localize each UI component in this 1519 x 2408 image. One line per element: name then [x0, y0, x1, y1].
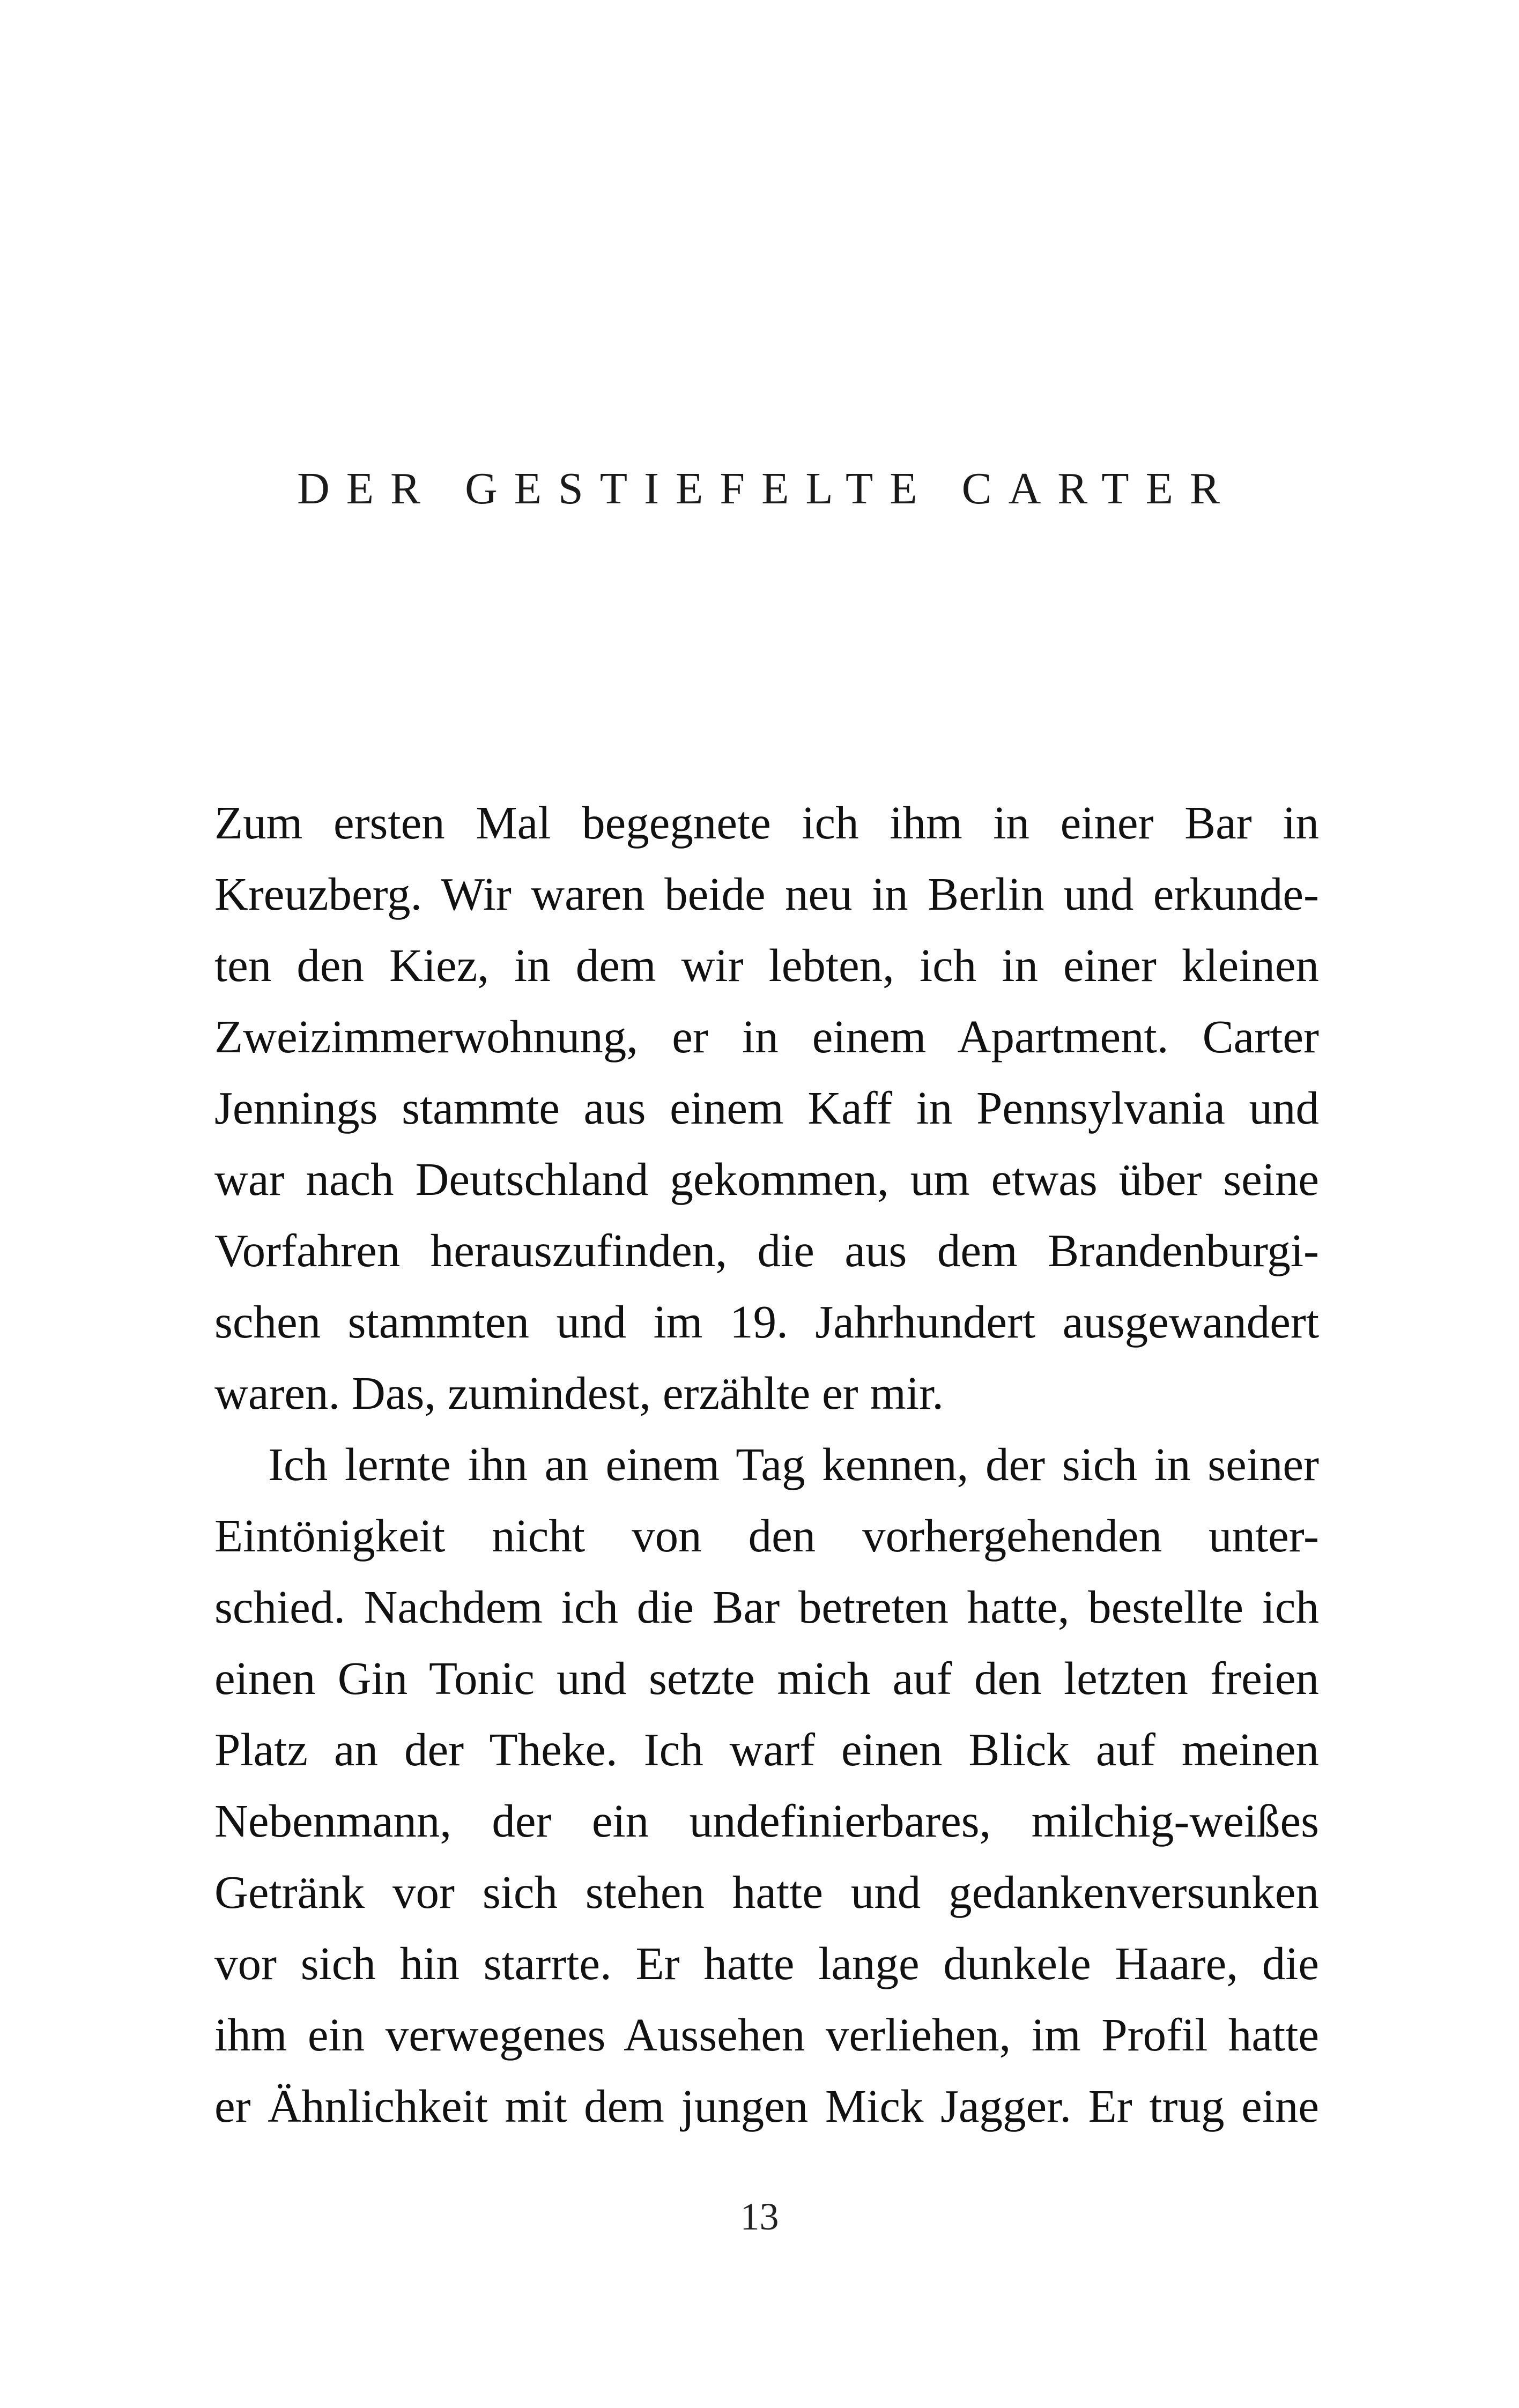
- body-text: [214, 787, 1319, 2142]
- text-line: vor sich hin starrte. Er hatte lange dunkele Haare, die: [214, 1937, 1319, 1989]
- text-line: Jennings stammte aus einem Kaff in Pennsylvania und: [214, 1082, 1319, 1134]
- text-line: ten den Kiez, in dem wir lebten, ich in einer kleinen: [214, 939, 1319, 991]
- text-line: schen stammten und im 19. Jahrhundert ausgewandert: [214, 1296, 1319, 1348]
- text-line: Getränk vor sich stehen hatte und gedankenversunken: [214, 1866, 1319, 1918]
- text-line: Ich lernte ihn an einem Tag kennen, der sich in seiner: [268, 1438, 1319, 1490]
- text-line: schied. Nachdem ich die Bar betreten hatte, bestellte ich: [214, 1581, 1319, 1633]
- text-line: war nach Deutschland gekommen, um etwas über seine: [214, 1153, 1319, 1205]
- text-line: ihm ein verwegenes Aussehen verliehen, im Profil hatte: [214, 2009, 1319, 2061]
- page-number: 13: [740, 2195, 779, 2238]
- text-line: Nebenmann, der ein undefinierbares, milchig-weißes: [214, 1795, 1319, 1847]
- text-line: einen Gin Tonic und setzte mich auf den letzten freien: [214, 1652, 1319, 1704]
- chapter-title: DER GESTIEFELTE CARTER: [297, 464, 1236, 514]
- text-line: waren. Das, zumindest, erzählte er mir.: [214, 1367, 944, 1419]
- text-line: Zweizimmerwohnung, er in einem Apartment. Carter: [214, 1010, 1319, 1062]
- text-line: Zum ersten Mal begegnete ich ihm in einer Bar in: [214, 797, 1319, 849]
- text-line: Vorfahren herauszufinden, die aus dem Brandenburgi-: [214, 1224, 1319, 1276]
- text-line: er Ähnlichkeit mit dem jungen Mick Jagger. Er trug eine: [214, 2080, 1319, 2132]
- text-line: Eintönigkeit nicht von den vorhergehenden unter-: [214, 1510, 1319, 1562]
- text-line: Kreuzberg. Wir waren beide neu in Berlin und erkunde-: [214, 868, 1319, 920]
- text-line: Platz an der Theke. Ich warf einen Blick auf meinen: [214, 1723, 1319, 1775]
